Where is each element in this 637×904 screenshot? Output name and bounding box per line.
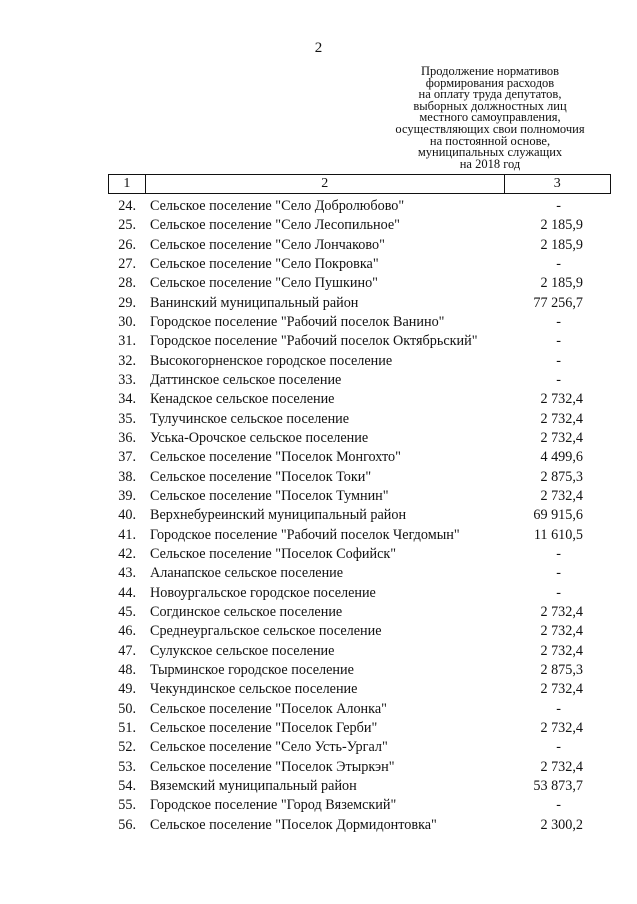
row-name: Новоургальское городское поселение <box>150 584 376 601</box>
row-number: 35. <box>118 410 136 427</box>
row-number: 26. <box>118 236 136 253</box>
table-row <box>108 661 611 680</box>
row-value: 2 732,4 <box>540 623 583 640</box>
table-row <box>108 816 611 835</box>
header-note-line: осуществляющих свои полномочия <box>395 121 585 136</box>
header-note-line: на 2018 год <box>459 156 521 171</box>
table-row <box>108 236 611 255</box>
row-value: - <box>556 700 561 717</box>
row-value: 2 732,4 <box>540 410 583 427</box>
row-name: Сельское поселение "Село Покровка" <box>150 255 379 272</box>
column-header-3: 3 <box>504 175 610 194</box>
row-value: - <box>556 565 561 582</box>
row-number: 51. <box>118 719 136 736</box>
table-row <box>108 796 611 815</box>
row-value: - <box>556 739 561 756</box>
row-value: - <box>556 584 561 601</box>
row-number: 29. <box>118 294 136 311</box>
table-row <box>108 410 611 429</box>
row-number: 53. <box>118 758 136 775</box>
table-row <box>108 719 611 738</box>
row-value: 2 875,3 <box>540 468 583 485</box>
row-number: 56. <box>118 816 136 833</box>
table-row <box>108 468 611 487</box>
column-header-row <box>109 175 611 194</box>
row-name: Сельское поселение "Поселок Герби" <box>150 719 378 736</box>
row-value: - <box>556 198 561 214</box>
row-number: 47. <box>118 642 136 659</box>
row-name: Городское поселение "Город Вяземский" <box>150 797 397 814</box>
row-value: - <box>556 545 561 562</box>
row-number: 37. <box>118 449 136 466</box>
column-header-2: 2 <box>145 175 504 194</box>
row-name: Сельское поселение "Село Лесопильное" <box>150 217 400 234</box>
row-number: 39. <box>118 487 136 504</box>
table-row <box>108 584 611 603</box>
row-number: 40. <box>118 507 136 524</box>
row-number: 50. <box>118 700 136 717</box>
header-note-line: на оплату труда депутатов, <box>418 87 562 102</box>
table-row <box>108 332 611 351</box>
row-value: - <box>556 371 561 388</box>
row-name: Высокогорненское городское поселение <box>150 352 393 369</box>
row-name: Городское поселение "Рабочий поселок Чегдомын" <box>150 526 460 543</box>
row-name: Верхнебуреинский муниципальный район <box>150 507 407 524</box>
table-row <box>108 738 611 757</box>
row-value: - <box>556 797 561 814</box>
row-value: - <box>556 313 561 330</box>
row-name: Ванинский муниципальный район <box>150 294 359 311</box>
header-note-line: формирования расходов <box>425 75 555 90</box>
row-name: Сельское поселение "Поселок Софийск" <box>150 545 397 562</box>
row-name: Сельское поселение "Поселок Монгохто" <box>150 449 401 466</box>
row-name: Тулучинское сельское поселение <box>150 410 350 427</box>
row-number: 32. <box>118 352 136 369</box>
table-row <box>108 448 611 467</box>
row-value: 11 610,5 <box>533 526 583 543</box>
table-row <box>108 526 611 545</box>
table-row <box>108 197 611 216</box>
header-note-line: местного самоуправления, <box>419 110 561 125</box>
row-name: Даттинское сельское поселение <box>150 371 342 388</box>
row-value: 69 915,6 <box>533 507 583 524</box>
row-value: 53 873,7 <box>533 777 583 794</box>
page-number: 2 <box>314 40 323 56</box>
table-row <box>108 642 611 661</box>
header-note-line: Продолжение нормативов <box>420 64 560 78</box>
row-name: Сельское поселение "Село Пушкино" <box>150 275 378 292</box>
table-row <box>108 274 611 293</box>
row-name: Сельское поселение "Село Добролюбово" <box>150 198 405 214</box>
header-note-line: выборных должностных лиц <box>413 98 567 113</box>
row-number: 33. <box>118 371 136 388</box>
row-number: 28. <box>118 275 136 292</box>
table-row <box>108 777 611 796</box>
row-name: Городское поселение "Рабочий поселок Ванино" <box>150 313 445 330</box>
row-value: 2 185,9 <box>540 275 583 292</box>
row-number: 27. <box>118 255 136 272</box>
row-value: 2 732,4 <box>540 758 583 775</box>
row-name: Уська-Орочское сельское поселение <box>150 429 369 446</box>
row-number: 38. <box>118 468 136 485</box>
table-row <box>108 603 611 622</box>
column-header-1: 1 <box>109 175 146 194</box>
row-name: Аланапское сельское поселение <box>150 565 344 582</box>
row-number: 46. <box>118 623 136 640</box>
row-value: 2 185,9 <box>540 217 583 234</box>
row-number: 25. <box>118 217 136 234</box>
row-value: 2 732,4 <box>540 391 583 408</box>
table-row <box>108 371 611 390</box>
row-number: 42. <box>118 545 136 562</box>
row-number: 52. <box>118 739 136 756</box>
row-number: 36. <box>118 429 136 446</box>
row-name: Сельское поселение "Поселок Дормидонтовка" <box>150 816 437 833</box>
header-note-line: на постоянной основе, <box>429 133 551 148</box>
table-row <box>108 758 611 777</box>
table-row <box>108 564 611 583</box>
row-name: Чекундинское сельское поселение <box>150 681 358 698</box>
row-number: 55. <box>118 797 136 814</box>
row-name: Согдинское сельское поселение <box>150 603 343 620</box>
table-row <box>108 429 611 448</box>
row-name: Среднеургальское сельское поселение <box>150 623 382 640</box>
row-number: 45. <box>118 603 136 620</box>
row-value: 4 499,6 <box>540 449 583 466</box>
row-value: 2 732,4 <box>540 642 583 659</box>
row-value: - <box>556 352 561 369</box>
row-number: 41. <box>118 526 136 543</box>
row-value: 2 732,4 <box>540 487 583 504</box>
row-value: 77 256,7 <box>533 294 583 311</box>
table-row <box>108 700 611 719</box>
row-name: Сельское поселение "Поселок Этыркэн" <box>150 758 395 775</box>
row-number: 24. <box>118 198 136 214</box>
row-value: 2 875,3 <box>540 661 583 678</box>
row-name: Городское поселение "Рабочий поселок Октябрьский" <box>150 333 478 350</box>
row-number: 48. <box>118 661 136 678</box>
row-value: 2 732,4 <box>540 603 583 620</box>
row-number: 34. <box>118 391 136 408</box>
header-note-line: муниципальных служащих <box>417 145 563 160</box>
row-number: 30. <box>118 313 136 330</box>
row-name: Вяземский муниципальный район <box>150 777 357 794</box>
table-row <box>108 622 611 641</box>
table-row <box>108 352 611 371</box>
row-number: 43. <box>118 565 136 582</box>
row-number: 49. <box>118 681 136 698</box>
table-row <box>108 255 611 274</box>
row-value: 2 732,4 <box>540 429 583 446</box>
row-number: 54. <box>118 777 136 794</box>
table-row <box>108 545 611 564</box>
row-name: Сельское поселение "Село Усть-Ургал" <box>150 739 388 756</box>
header-note <box>380 66 600 170</box>
row-name: Кенадское сельское поселение <box>150 391 335 408</box>
table-row <box>108 313 611 332</box>
row-value: 2 300,2 <box>540 816 583 833</box>
row-number: 31. <box>118 333 136 350</box>
row-name: Сулукское сельское поселение <box>150 642 335 659</box>
table-row <box>108 216 611 235</box>
row-name: Сельское поселение "Село Лончаково" <box>150 236 385 253</box>
column-header-table <box>108 174 611 194</box>
row-value: - <box>556 333 561 350</box>
table-row <box>108 487 611 506</box>
row-name: Сельское поселение "Поселок Алонка" <box>150 700 387 717</box>
table-row <box>108 390 611 409</box>
row-name: Сельское поселение "Поселок Тумнин" <box>150 487 389 504</box>
table-row <box>108 506 611 525</box>
table-row <box>108 294 611 313</box>
row-value: 2 732,4 <box>540 681 583 698</box>
table-row <box>108 680 611 699</box>
row-value: 2 185,9 <box>540 236 583 253</box>
table-body <box>108 197 611 835</box>
row-value: 2 732,4 <box>540 719 583 736</box>
row-name: Сельское поселение "Поселок Токи" <box>150 468 372 485</box>
row-value: - <box>556 255 561 272</box>
row-number: 44. <box>118 584 136 601</box>
row-name: Тырминское городское поселение <box>150 661 354 678</box>
